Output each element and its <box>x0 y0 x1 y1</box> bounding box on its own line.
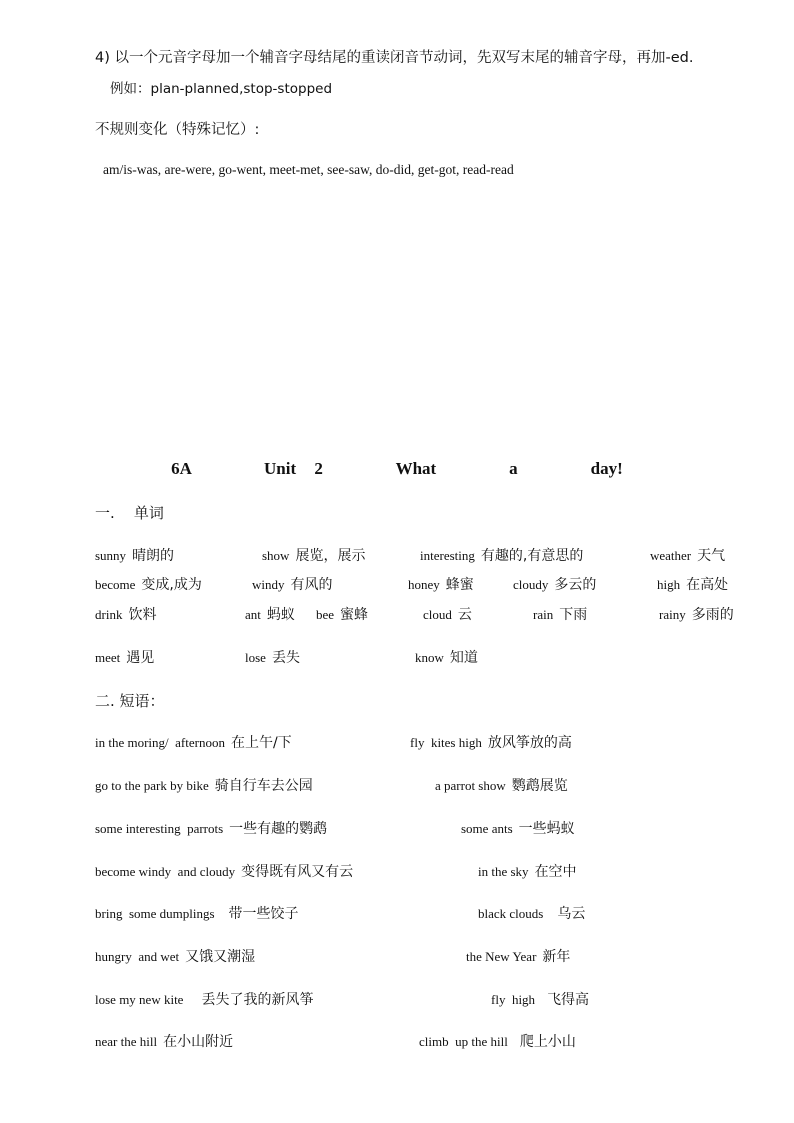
phrase-english: black clouds <box>478 906 544 921</box>
vocab-meaning: 在高处 <box>686 577 729 593</box>
phrase-english: fly high <box>491 992 536 1007</box>
phrases-heading: 二. 短语： <box>95 692 165 710</box>
phrase-item <box>461 818 575 838</box>
phrase-chinese: 放风筝放的高 <box>487 735 572 751</box>
vocab-word: interesting <box>420 548 475 563</box>
vocab-item <box>95 574 202 594</box>
vocab-word: cloudy <box>513 577 549 592</box>
phrase-chinese: 鹦鹉展览 <box>511 778 568 794</box>
vocab-item <box>262 545 365 565</box>
phrase-english: fly kites high <box>410 735 482 750</box>
phrase-item <box>95 946 255 966</box>
phrase-item <box>410 732 572 752</box>
phrase-english: a parrot show <box>435 778 506 793</box>
vocab-item <box>95 647 154 667</box>
phrase-english: in the sky <box>478 864 529 879</box>
vocab-item <box>513 574 596 594</box>
phrase-item <box>95 818 327 838</box>
phrase-chinese: 乌云 <box>557 906 586 922</box>
vocab-meaning: 遇见 <box>126 650 155 666</box>
vocab-word: ant <box>245 607 261 622</box>
vocab-heading: 一. 单词 <box>95 504 164 522</box>
phrase-item <box>478 861 577 881</box>
phrase-chinese: 在空中 <box>534 864 577 880</box>
phrase-english: become windy and cloudy <box>95 864 236 879</box>
vocab-meaning: 多云的 <box>554 577 597 593</box>
vocab-item <box>316 604 368 624</box>
phrase-english: some interesting parrots <box>95 821 224 836</box>
vocab-meaning: 蚂蚁 <box>266 607 295 623</box>
phrase-english: climb up the hill <box>419 1034 508 1049</box>
vocab-word: bee <box>316 607 335 622</box>
vocab-meaning: 有风的 <box>290 577 333 593</box>
vocab-word: high <box>657 577 681 592</box>
vocab-meaning: 蜂蜜 <box>445 577 474 593</box>
vocab-meaning: 饮料 <box>128 607 157 623</box>
vocab-meaning: 云 <box>457 607 472 623</box>
vocab-item <box>408 574 474 594</box>
phrase-item <box>95 732 292 752</box>
phrase-item <box>466 946 570 966</box>
irregular-examples: am/is-was, are-were, go-went, meet-met, see-saw, do-did, get-got, read-read <box>103 162 514 177</box>
unit-title: 6A Unit 2 What a day! <box>171 459 623 478</box>
rule-4-example: 例如：plan-planned,stop-stopped <box>110 81 333 97</box>
vocab-word: honey <box>408 577 440 592</box>
phrase-chinese: 带一些饺子 <box>228 906 299 922</box>
vocab-word: become <box>95 577 136 592</box>
vocab-word: rain <box>533 607 554 622</box>
phrase-chinese: 在小山附近 <box>163 1034 234 1050</box>
vocab-meaning: 展览，展示 <box>295 548 366 564</box>
vocab-item <box>252 574 333 594</box>
vocab-item <box>659 604 734 624</box>
phrase-chinese: 又饿又潮湿 <box>185 949 256 965</box>
vocab-item <box>657 574 728 594</box>
phrase-chinese: 爬上小山 <box>519 1034 576 1050</box>
vocab-item <box>245 604 295 624</box>
vocab-meaning: 变成,成为 <box>141 577 202 593</box>
rule-4-line-1: 4) 以一个元音字母加一个辅音字母结尾的重读闭音节动词，先双写末尾的辅音字母，再加-ed. <box>95 50 694 66</box>
vocab-item <box>533 604 587 624</box>
vocab-meaning: 丢失 <box>271 650 300 666</box>
phrase-item <box>478 903 585 923</box>
vocab-word: drink <box>95 607 123 622</box>
vocab-word: meet <box>95 650 121 665</box>
vocab-word: weather <box>650 548 692 563</box>
phrase-item <box>95 903 299 923</box>
vocab-item <box>245 647 300 667</box>
vocab-meaning: 天气 <box>697 548 726 564</box>
phrase-item <box>95 1031 233 1051</box>
vocab-word: know <box>415 650 444 665</box>
vocab-word: windy <box>252 577 285 592</box>
phrase-item <box>435 775 568 795</box>
phrase-chinese: 骑自行车去公园 <box>214 778 313 794</box>
vocab-meaning: 有趣的,有意思的 <box>480 548 584 564</box>
vocab-meaning: 晴朗的 <box>132 548 175 564</box>
phrase-english: bring some dumplings <box>95 906 215 921</box>
phrase-item <box>95 775 313 795</box>
phrase-english: near the hill <box>95 1034 158 1049</box>
phrase-english: some ants <box>461 821 513 836</box>
phrase-item <box>491 989 589 1009</box>
vocab-word: show <box>262 548 290 563</box>
phrase-chinese: 变得既有风又有云 <box>241 864 354 880</box>
vocab-meaning: 知道 <box>449 650 478 666</box>
vocab-item <box>423 604 472 624</box>
vocab-item <box>415 647 478 667</box>
phrase-chinese: 一些蚂蚁 <box>518 821 575 837</box>
vocab-item <box>650 545 725 565</box>
vocab-word: cloud <box>423 607 452 622</box>
phrase-english: in the moring/ afternoon <box>95 735 225 750</box>
phrase-chinese: 飞得高 <box>547 992 590 1008</box>
phrase-english: lose my new kite <box>95 992 184 1007</box>
phrase-english: the New Year <box>466 949 537 964</box>
phrase-item <box>95 861 353 881</box>
phrase-english: go to the park by bike <box>95 778 209 793</box>
phrase-english: hungry and wet <box>95 949 180 964</box>
vocab-word: sunny <box>95 548 127 563</box>
vocab-meaning: 蜜蜂 <box>340 607 369 623</box>
vocab-item <box>420 545 583 565</box>
phrase-chinese: 在上午/下 <box>230 735 292 751</box>
phrase-item <box>419 1031 576 1051</box>
vocab-word: lose <box>245 650 266 665</box>
phrase-item <box>95 989 313 1009</box>
phrase-chinese: 丢失了我的新风筝 <box>201 992 314 1008</box>
phrase-chinese: 新年 <box>542 949 571 965</box>
vocab-item <box>95 604 156 624</box>
vocab-item <box>95 545 174 565</box>
vocab-word: rainy <box>659 607 686 622</box>
irregular-heading: 不规则变化（特殊记忆）: <box>95 122 260 138</box>
vocab-meaning: 多雨的 <box>691 607 734 623</box>
vocab-meaning: 下雨 <box>559 607 588 623</box>
phrase-chinese: 一些有趣的鹦鹉 <box>229 821 328 837</box>
